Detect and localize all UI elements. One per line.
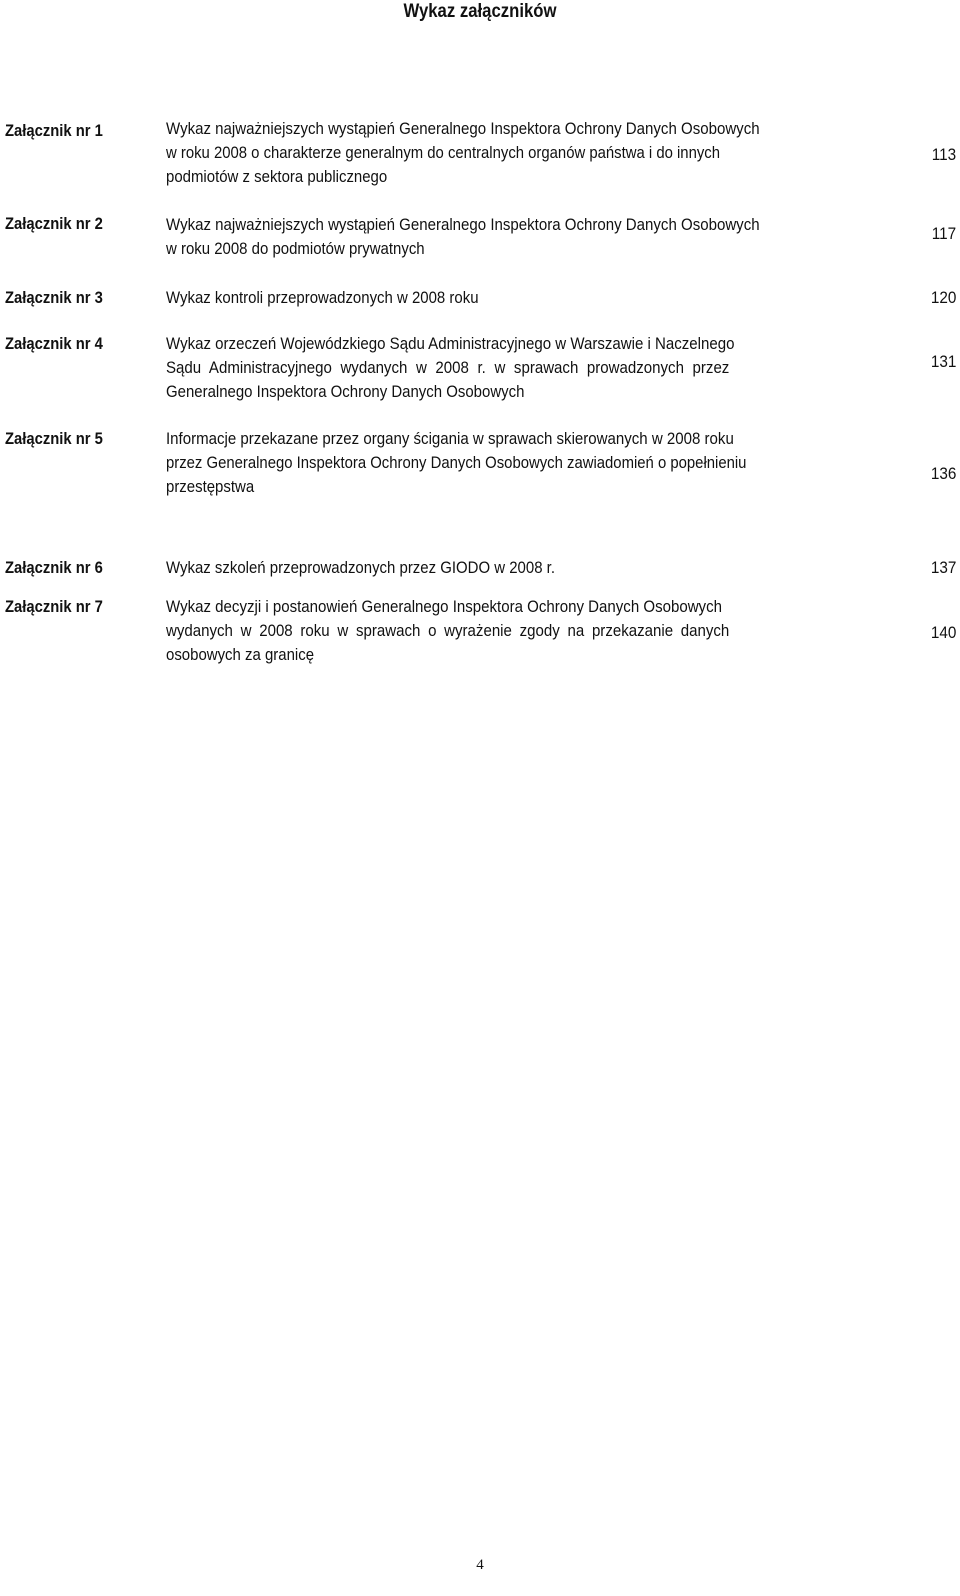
attachment-description — [166, 332, 852, 404]
footer-page-number: 4 — [476, 1557, 484, 1573]
attachment-description — [166, 556, 852, 580]
description-line: Generalnego Inspektora Ochrony Danych Osobowych — [166, 382, 525, 401]
attachment-description — [166, 286, 852, 310]
page-number: 136 — [930, 464, 956, 483]
attachment-description — [166, 117, 852, 189]
page-number: 137 — [930, 558, 956, 577]
page-number: 120 — [930, 288, 956, 307]
description-line: Wykaz szkoleń przeprowadzonych przez GIODO w 2008 r. — [166, 558, 555, 577]
description-line: Wykaz kontroli przeprowadzonych w 2008 roku — [166, 288, 479, 307]
attachment-label: Załącznik nr 2 — [5, 214, 103, 233]
page-number: 113 — [931, 145, 956, 164]
description-line: w roku 2008 do podmiotów prywatnych — [166, 239, 425, 258]
page-title: Wykaz załączników — [403, 1, 557, 22]
page-number: 140 — [930, 623, 956, 642]
page-number: 117 — [931, 224, 956, 243]
attachment-description — [166, 427, 852, 499]
attachment-label: Załącznik nr 4 — [5, 334, 103, 353]
description-line: przez Generalnego Inspektora Ochrony Danych Osobowych zawiadomień o popełnieniu — [166, 453, 747, 472]
attachment-description — [166, 595, 852, 667]
attachment-description — [166, 213, 852, 261]
description-line: podmiotów z sektora publicznego — [166, 167, 388, 186]
description-line: przestępstwa — [166, 477, 255, 496]
description-line: Informacje przekazane przez organy ścigania w sprawach skierowanych w 2008 roku — [166, 429, 734, 448]
attachment-label: Załącznik nr 5 — [5, 429, 103, 448]
description-line: Sądu Administracyjnego wydanych w 2008 r. w sprawach prowadzonych przez — [166, 358, 730, 377]
description-line: Wykaz decyzji i postanowień Generalnego Inspektora Ochrony Danych Osobowych — [166, 597, 722, 616]
attachment-label: Załącznik nr 3 — [5, 288, 103, 307]
attachment-label: Załącznik nr 1 — [5, 121, 103, 140]
description-line: Wykaz orzeczeń Wojewódzkiego Sądu Administracyjnego w Warszawie i Naczelnego — [166, 334, 735, 353]
description-line: wydanych w 2008 roku w sprawach o wyrażenie zgody na przekazanie danych — [166, 621, 730, 640]
page-number: 131 — [930, 352, 956, 371]
description-line: Wykaz najważniejszych wystąpień Generalnego Inspektora Ochrony Danych Osobowych — [166, 119, 760, 138]
description-line: osobowych za granicę — [166, 645, 315, 664]
description-line: Wykaz najważniejszych wystąpień Generalnego Inspektora Ochrony Danych Osobowych — [166, 215, 760, 234]
description-line: w roku 2008 o charakterze generalnym do centralnych organów państwa i do innych — [166, 143, 721, 162]
attachment-label: Załącznik nr 6 — [5, 558, 103, 577]
attachment-label: Załącznik nr 7 — [5, 597, 103, 616]
